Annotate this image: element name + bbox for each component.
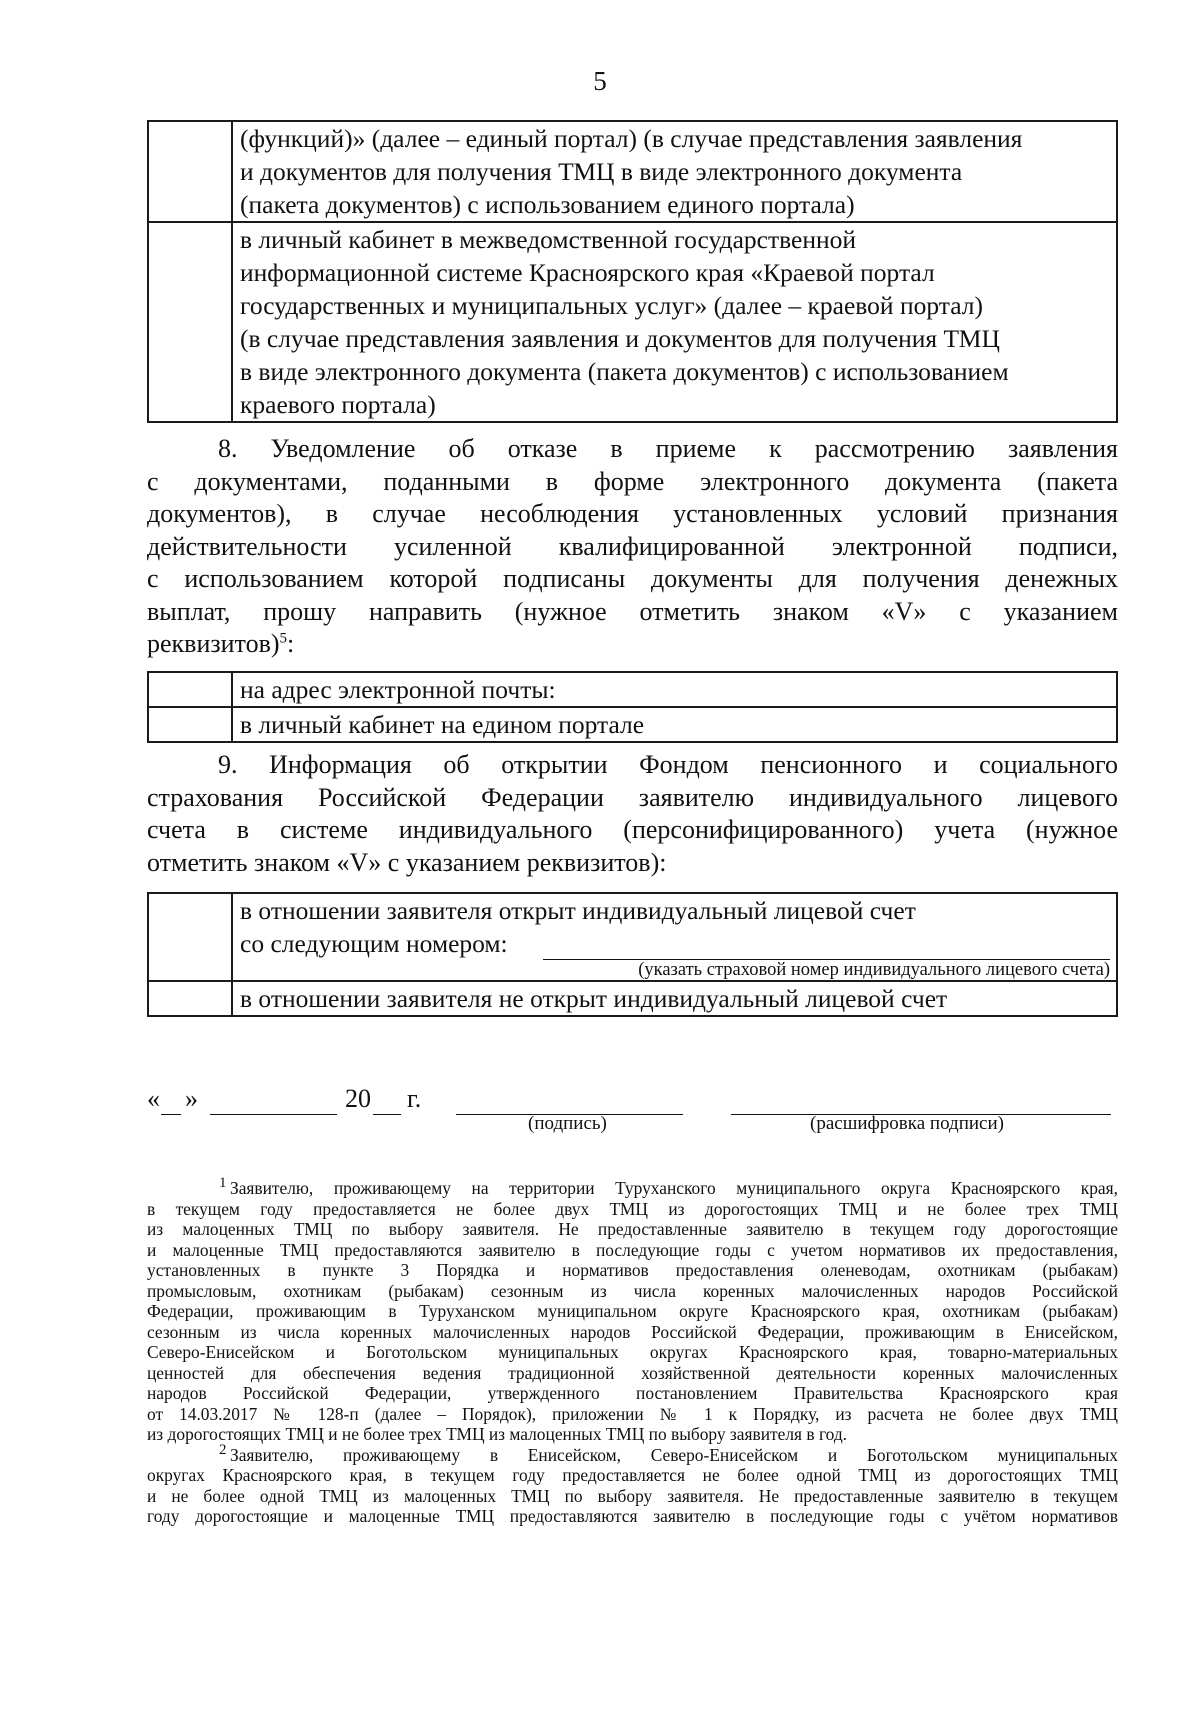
date-signature-row: « » 20 г. [147, 1084, 1118, 1120]
option-text-account-not-open: в отношении заявителя не открыт индивидуальный лицевой счет [232, 981, 1117, 1016]
day-field[interactable] [161, 1084, 181, 1115]
footnote-2: $^2$ Заявителю, проживающему в Енисейском, Северо-Енисейском и Боготольском муниципальных [219, 1441, 1118, 1465]
checkbox-cell-account-open[interactable] [148, 893, 232, 981]
month-field[interactable] [210, 1084, 337, 1115]
option-text-cabinet: в личный кабинет на едином портале [232, 707, 1117, 742]
account-number-caption: (указать страховой номер индивидуального лицевого счета) [638, 960, 1110, 980]
notify-options-table [147, 671, 1118, 743]
footnote-1: $^1$ Заявителю, проживающему на территории Туруханского муниципального округа Красноярского края, [219, 1175, 1118, 1198]
portal-options-table [147, 120, 1118, 423]
page-number: 5 [593, 66, 607, 96]
footnotes: $^1$ Заявителю, проживающему на территории Туруханского муниципального округа Красноярского края, в текущем году предоставляется не более двух ТМЦ из дорогостоящих ТМЦ и не более трех ТМЦ из малоценных ТМЦ по выбору заявителя. Не предоставленные заявителю в текущем году дорогостоящие и малоценные ТМЦ предоставляются заявителю в последующие годы с учетом нормативов их предоставления, установленных в пункте 3 Порядка и нормативов предоставления оленеводам, охотникам (рыбакам) промысловым, охотникам (рыбакам) сезонным из числа коренных малочисленных народов Российской Федерации, проживающим в Туруханском муниципальном округе Красноярского края, охотникам (рыбакам) сезонным из числа коренных малочисленных народов Российской Федерации, проживающим в Енисейском, Северо-Енисейском и Боготольском муниципальных округах Красноярского края, товарно-материальных ценностей для обеспечения ведения традиционной хозяйственной деятельности коренных малочисленных народов Российской Федерации, утвержденного постановлением Правительства Красноярского края от 14.03.2017 № 128-п (далее – Порядок), приложении № 1 к Порядку, из расчета не более двух ТМЦ из дорогостоящих ТМЦ и не более трех ТМЦ из малоценных ТМЦ по выбору заявителя в год. $^2$ Заявителю, проживающему в Енисейском, Северо-Енисейском и Боготольском муниципальных округах Красноярского края, в текущем году предоставляется не более одной ТМЦ из дорогостоящих ТМЦ и не более одной ТМЦ из малоценных ТМЦ по выбору заявителя. Не предоставленные заявителю в текущем году дорогостоящие и малоценные ТМЦ предоставляются заявителю в последующие годы с учётом нормативов [147, 1175, 1118, 1526]
table-row [148, 222, 1117, 422]
section-8-paragraph: 8. Уведомление об отказе в приеме к рассмотрению заявления с документами, поданными в форме электронного документа (пакета документов), в случае несоблюдения установленных условий признания действительности усиленной квалифицированной электронной подписи, с использованием которой подписаны документы для получения денежных выплат, прошу направить (нужное отметить знаком «V» с указанием реквизитов)$^5$: [147, 434, 1118, 658]
signature-caption: (подпись) [528, 1113, 607, 1134]
account-number-field[interactable] [543, 935, 1110, 960]
table-row [148, 672, 1117, 707]
signature-decode-field[interactable] [731, 1084, 1111, 1115]
checkbox-cell-cabinet[interactable] [148, 707, 232, 742]
account-options-table [147, 892, 1118, 1017]
option-text-regional-portal: в личный кабинет в межведомственной государственной информационной системе Красноярского края «Краевой портал государственных и муниципальных услуг» (далее – краевой портал) (в случае представления заявления и документов для получения ТМЦ в виде электронного документа (пакета документов) с использованием краевого портала) [232, 222, 1117, 422]
table-row [148, 893, 1117, 981]
section-9-paragraph: 9. Информация об открытии Фондом пенсионного и социального страхования Российской Федерации заявителю индивидуального лицевого счета в системе индивидуального (персонифицированного) учета (нужное отметить знаком «V» с указанием реквизитов): [147, 750, 1118, 877]
option-text-unified-portal: (функций)» (далее – единый портал) (в случае представления заявления и документов для получения ТМЦ в виде электронного документа (пакета документов) с использованием единого портала) [232, 121, 1117, 222]
checkbox-cell-account-not-open[interactable] [148, 981, 232, 1016]
year-field[interactable] [373, 1084, 401, 1115]
checkbox-cell-regional-portal[interactable] [148, 222, 232, 422]
signature-field[interactable] [456, 1084, 683, 1115]
checkbox-cell-email[interactable] [148, 672, 232, 707]
table-row [148, 707, 1117, 742]
table-row [148, 981, 1117, 1016]
footnote-ref[interactable]: 5 [279, 630, 288, 647]
checkbox-cell-unified-portal[interactable] [148, 121, 232, 222]
option-text-email: на адрес электронной почты: [232, 672, 1117, 707]
option-text-account-open: в отношении заявителя открыт индивидуальный лицевой счет со следующим номером: (указать страховой номер индивидуального лицевого счета) [232, 893, 1117, 981]
table-row [148, 121, 1117, 222]
signature-decode-caption: (расшифровка подписи) [810, 1113, 1004, 1134]
